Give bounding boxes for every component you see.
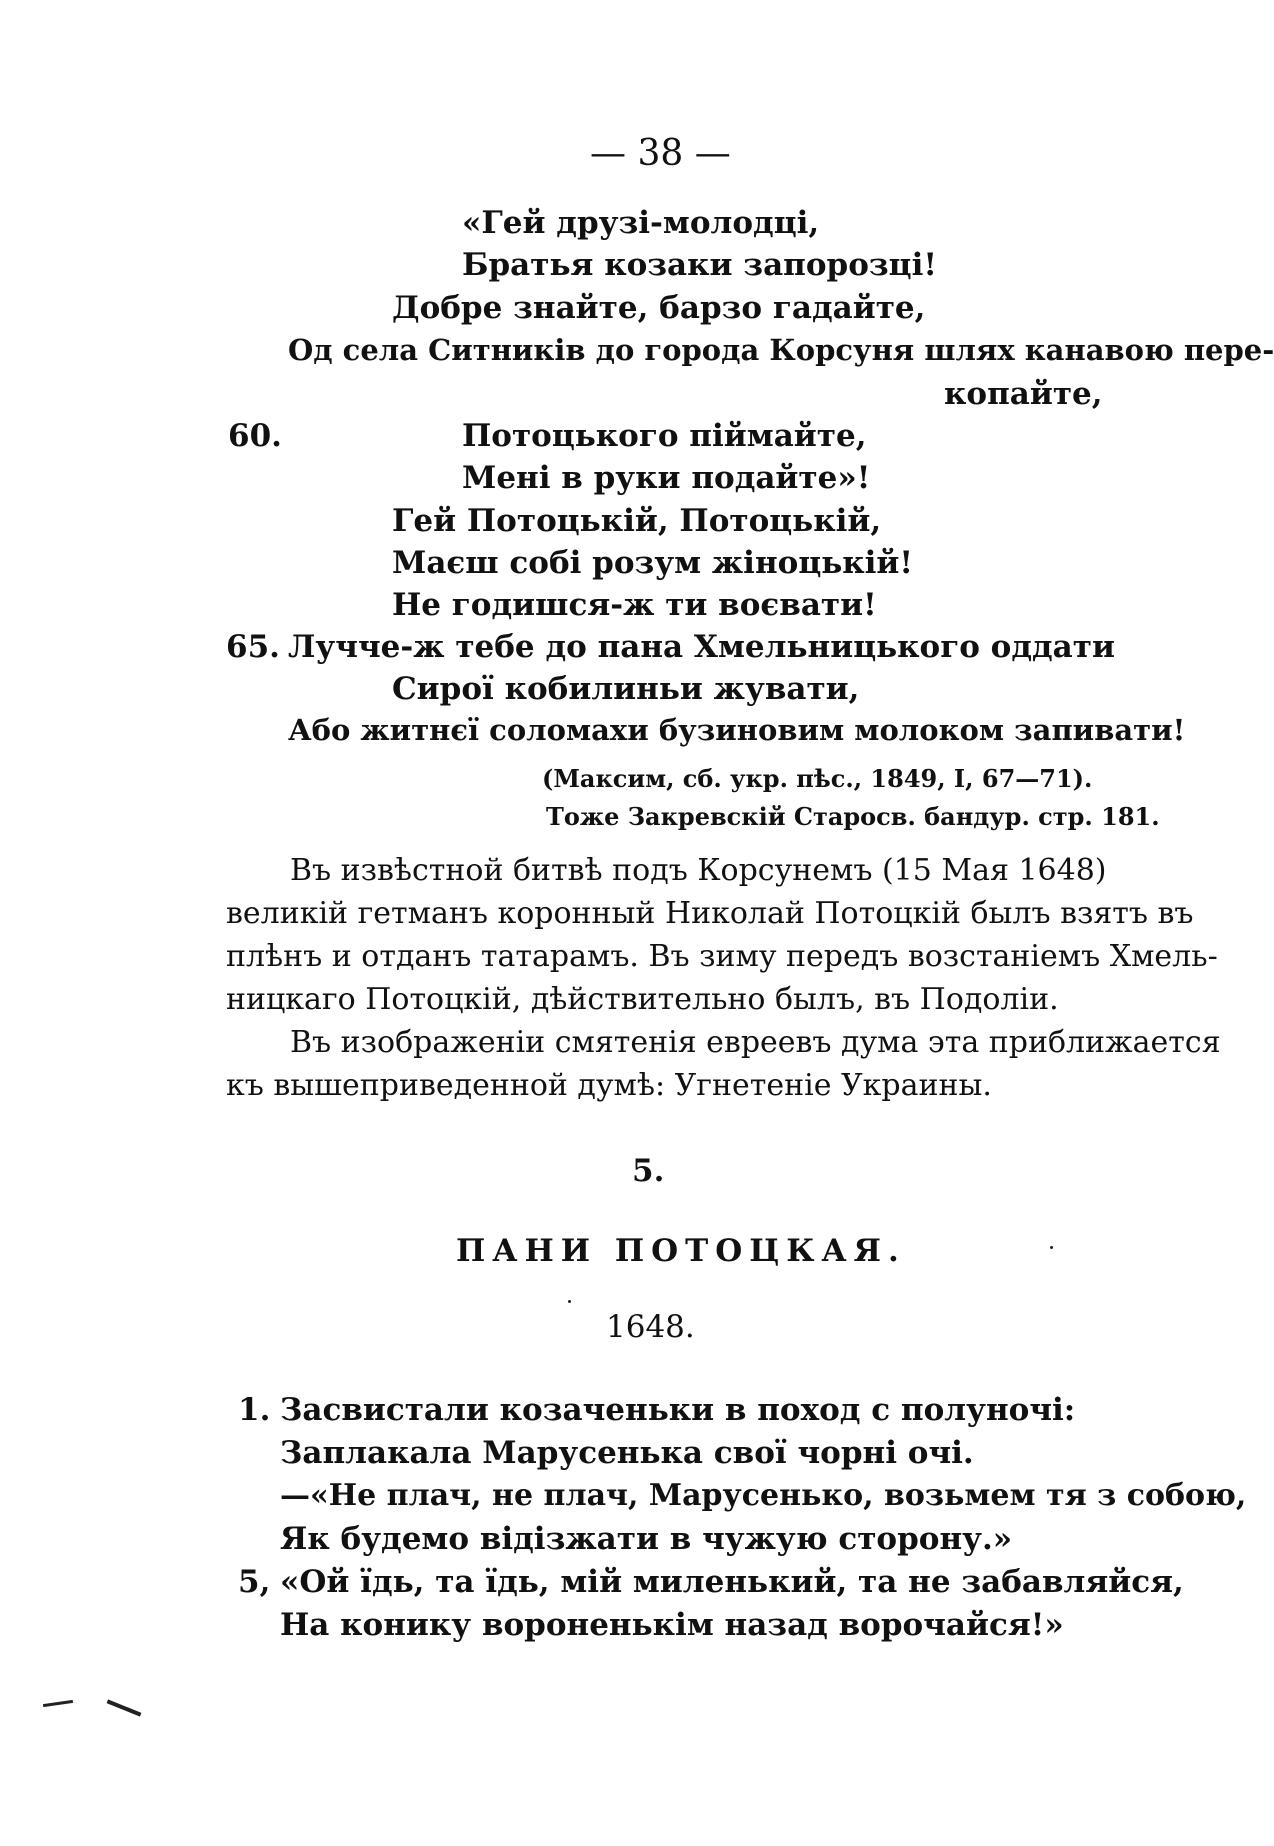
poem-line: Од села Ситників до города Корсуня шлях канавою пере-: [288, 333, 1274, 367]
poem-line: Лучче-ж тебе до пана Хмельницького оддати: [288, 629, 1115, 665]
poem-line: Сирої кобилиньи жувати,: [392, 671, 860, 707]
paragraph-line: къ вышеприведенной думѣ: Угнетеніе Украины.: [226, 1068, 992, 1103]
section-number: 5.: [632, 1153, 665, 1189]
poem-line: «Ой їдь, та їдь, мій миленький, та не забавляйся,: [280, 1564, 1184, 1600]
paragraph-line: великій гетманъ коронный Николай Потоцкій былъ взятъ въ: [226, 896, 1194, 931]
line-number: 60.: [228, 418, 282, 454]
poem-line: Маєш собі розум жіноцькій!: [392, 545, 914, 581]
poem-line: —«Не плач, не плач, Марусенько, возьмем тя з собою,: [280, 1478, 1247, 1513]
citation-line: Тоже Закревскій Старосв. бандур. стр. 181.: [546, 802, 1160, 831]
poem-line: Гей Потоцькій, Потоцькій,: [392, 503, 882, 539]
scan-speck: [107, 1699, 142, 1716]
poem-line: Не годишся-ж ти воєвати!: [392, 587, 877, 623]
poem-line: копайте,: [944, 376, 1103, 412]
citation-line: (Максим, сб. укр. пѣс., 1849, І, 67—71).: [542, 764, 1093, 793]
line-number: 5,: [238, 1564, 271, 1600]
poem-line: Потоцького піймайте,: [462, 418, 867, 454]
scan-speck: [43, 1700, 73, 1707]
section-year: 1648.: [606, 1309, 695, 1345]
line-number: 65.: [226, 629, 280, 665]
poem-line: Засвистали козаченьки в поход с полуночі:: [280, 1392, 1076, 1428]
section-title: ПАНИ ПОТОЦКАЯ.: [456, 1233, 906, 1269]
poem-line: Або житнєї соломахи бузиновим молоком запивати!: [288, 713, 1186, 747]
poem-line: Братья козаки запорозці!: [462, 247, 937, 283]
paragraph-line: ницкаго Потоцкій, дѣйствительно былъ, въ Подоліи.: [226, 982, 1059, 1017]
poem-line: Заплакала Марусенька свої чорні очі.: [280, 1435, 974, 1471]
poem-line: Як будемо відізжати в чужую сторону.»: [280, 1521, 1013, 1557]
poem-line: На конику вороненькім назад ворочайся!»: [280, 1607, 1064, 1643]
poem-line: Мені в руки подайте»!: [462, 460, 871, 496]
paragraph-line: Въ изображеніи смятенія евреевъ дума эта приближается: [290, 1025, 1221, 1060]
line-number: 1.: [238, 1392, 271, 1428]
paragraph-line: Въ извѣстной битвѣ подъ Корсунемъ (15 Мая 1648): [290, 853, 1107, 888]
scan-speck: [1050, 1246, 1053, 1249]
scan-speck: [568, 1300, 571, 1303]
paragraph-line: плѣнъ и отданъ татарамъ. Въ зиму передъ возстаніемъ Хмель-: [226, 939, 1218, 974]
poem-line: Добре знайте, барзо гадайте,: [392, 290, 926, 326]
poem-line: «Гей друзі-молодці,: [462, 205, 820, 241]
page-number: — 38 —: [590, 133, 731, 174]
